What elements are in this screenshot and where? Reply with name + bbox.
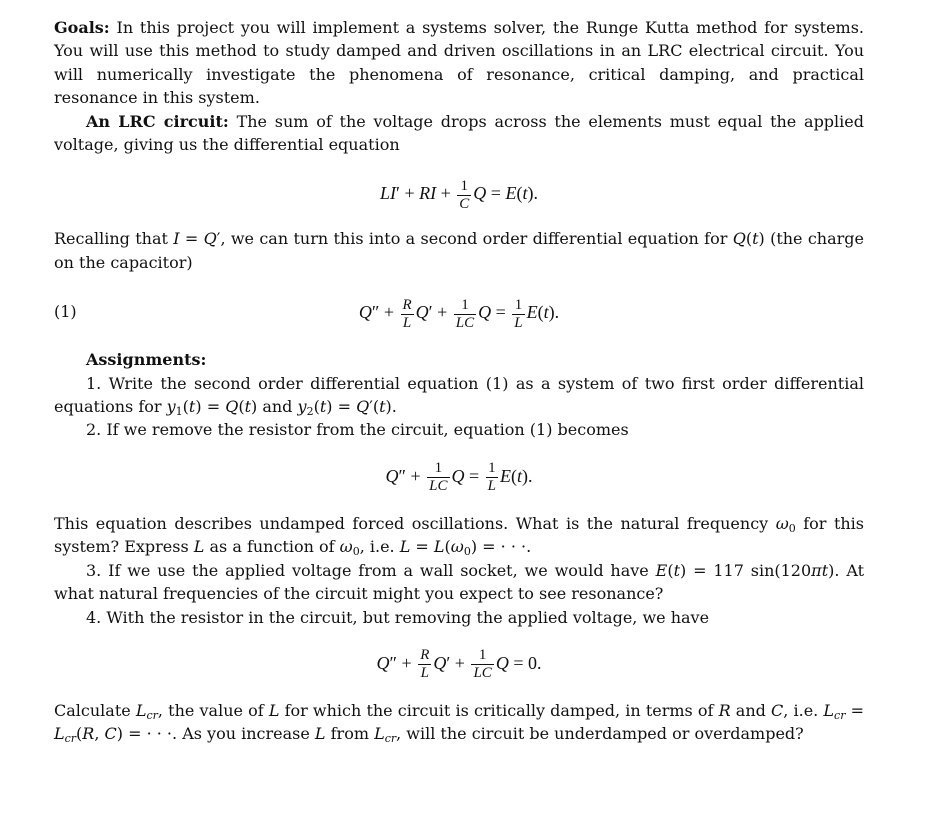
critical-text-a: Calculate (54, 700, 136, 720)
critical-text-h: , will the circuit be underdamped or overdamped? (396, 724, 804, 744)
assignments-heading (54, 348, 864, 371)
critical-damping-paragraph: Calculate $L_{cr}$, the value of L for which the circuit is critically damped, in terms of R and C, i.e. $L_{cr} = L_{cr}(R$, C) = · · ·. As you increase L from $L_{cr}$, will the circuit be underdamped or overdamped? (54, 700, 865, 746)
assignment-3-text-a: If we use the applied voltage from a wall socket, we would have (101, 560, 656, 580)
assignment-4-number: 4. (86, 607, 102, 627)
goals-paragraph (54, 16, 864, 110)
critical-text-c: for which the circuit is critically damped, in terms of (279, 700, 719, 720)
assignment-4 (54, 606, 864, 629)
goals-text: In this project you will implement a systems solver, the Runge Kutta method for systems. You will use this method to study damped and driven oscillations in an LRC electrical circuit. You will numerically investigate the phenomena of resonance, critical damping, and practical resonance in this system. (54, 18, 864, 108)
assignments-heading-text: Assignments: (86, 350, 207, 370)
lrc-text: The sum of the voltage drops across the elements must equal the applied voltage, giving us the differential equation (54, 111, 864, 155)
assignment-4-text: With the resistor in the circuit, but removing the applied voltage, we have (101, 607, 710, 627)
assignment-3-text-b: . At what natural frequencies of the circuit might you expect to see resonance? (54, 560, 865, 604)
assignment-3-number: 3. (86, 560, 102, 580)
critical-text-g: from (325, 724, 375, 744)
critical-text-f: . As you increase (172, 724, 315, 744)
natural-frequency-text-d: , i.e. (359, 537, 400, 557)
assignment-1-number: 1. (86, 373, 102, 393)
goals-label: Goals: (54, 18, 110, 37)
lrc-equation: LI′ + RI + $\frac{1}{C}$ Q = E(t). (380, 177, 538, 212)
undamped-equation: Q″ + $\frac{1}{LC}$ Q = $\frac{1}{L}$ E(t). (385, 460, 533, 495)
critical-text-b: , the value of (157, 700, 269, 720)
assignment-1: 1. Write the second order differential equation (1) as a system of two first order differential equations for $y_1(t) = Q(t)$ and $y_2(t) = Q'(t)$. (54, 373, 864, 419)
equation-1-number: (1) (54, 302, 77, 322)
assignment-1-text-c: . (391, 397, 397, 417)
assignment-2-number: 2. (86, 420, 102, 440)
assignment-3: 3. If we use the applied voltage from a wall socket, we would have E(t) = 117 sin(120πt). At what natural frequencies of the circuit might you expect to see resonance? (54, 560, 865, 604)
recall-text-1: Recalling that (54, 229, 174, 249)
damped-equation: Q″ + $\frac{R}{L}$ Q′ + $\frac{1}{LC}$ Q = 0. (376, 647, 542, 682)
lrc-paragraph (54, 110, 864, 157)
assignment-2-text: If we remove the resistor from the circuit, equation (1) becomes (101, 420, 629, 440)
equation-1: (1) Q″ + $\frac{R}{L}$ Q′ + $\frac{1}{LC}$ Q = $\frac{1}{L}$ E(t). (54, 290, 864, 334)
assignment-1-text-b: and (257, 397, 298, 417)
recall-text-3: (the charge on the capacitor) (54, 229, 865, 272)
assignment-1-text-a: Write the second order differential equation (1) as a system of two first order differential equations for (54, 373, 864, 417)
assignment-2 (54, 418, 864, 441)
natural-frequency-text-c: as a function of (204, 537, 340, 557)
natural-frequency-paragraph: This equation describes undamped forced oscillations. What is the natural frequency $\omega_0$ for this system? Express L as a function of $\omega_0$, i.e. $L = L(\omega_0)$ = · · ·. (54, 513, 865, 559)
recall-paragraph: Recalling that I = Q′, we can turn this into a second order differential equation for Q(t) (the charge on the capacitor) (54, 229, 865, 272)
critical-text-d: and (730, 700, 772, 720)
natural-frequency-text-b: for this system? Express (54, 513, 865, 557)
recall-text-2: , we can turn this into a second order differential equation for (220, 229, 733, 249)
natural-frequency-text-a: This equation describes undamped forced oscillations. What is the natural frequency (54, 513, 776, 533)
lrc-label: An LRC circuit: (86, 111, 229, 131)
critical-text-e: , i.e. (783, 700, 824, 720)
